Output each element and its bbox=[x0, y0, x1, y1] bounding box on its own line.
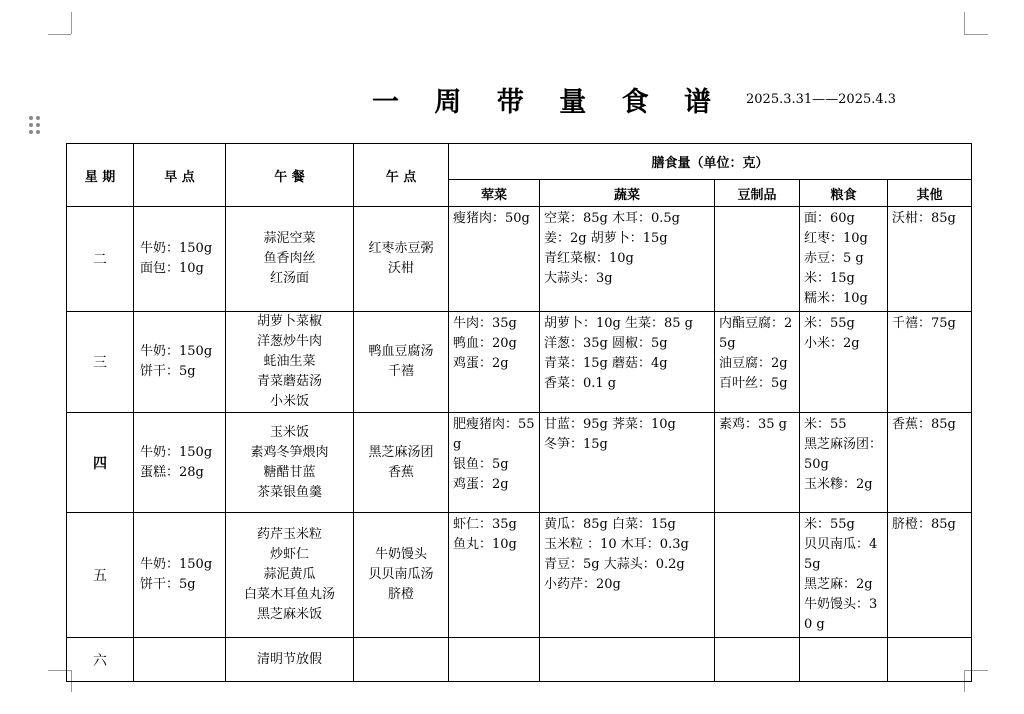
breakfast-item: 牛奶：150g bbox=[140, 444, 213, 460]
grain-cell bbox=[800, 638, 888, 682]
meat-item: 鸡蛋：2g bbox=[453, 477, 509, 492]
grain-item: 米：15g bbox=[804, 271, 855, 286]
veg-cell bbox=[540, 207, 715, 312]
breakfast-cell bbox=[134, 513, 226, 638]
breakfast-cell bbox=[134, 312, 226, 413]
soy-cell bbox=[715, 312, 800, 413]
grain-item: 红枣：10g bbox=[804, 231, 868, 246]
grain-cell bbox=[800, 207, 888, 312]
meat-item: 鸭血：20g bbox=[453, 336, 517, 351]
snack-item: 红枣赤豆粥 bbox=[368, 241, 434, 256]
other-item: 香蕉：85g bbox=[892, 417, 956, 432]
lunch-item: 青菜蘑菇汤 bbox=[256, 374, 322, 389]
grain-item: 面：60g bbox=[804, 211, 855, 226]
other-cell bbox=[888, 513, 972, 638]
lunch-item: 糖醋甘蓝 bbox=[263, 464, 316, 480]
crop-mark-top-right-horizontal bbox=[964, 34, 988, 35]
soy-item: 油豆腐：2g bbox=[719, 356, 788, 371]
breakfast-cell bbox=[134, 638, 226, 682]
meat-cell bbox=[449, 638, 540, 682]
snack-item: 沃柑 bbox=[387, 261, 414, 276]
lunch-item: 红汤面 bbox=[269, 271, 309, 286]
grain-item: 贝贝南瓜：45g bbox=[804, 537, 878, 572]
lunch-item: 蚝油生菜 bbox=[263, 354, 316, 369]
veg-cell bbox=[540, 312, 715, 413]
veg-item: 甘蓝：95g 荠菜：10g bbox=[544, 417, 676, 432]
lunch-cell bbox=[226, 513, 354, 638]
meat-item: 银鱼：5g bbox=[453, 457, 509, 472]
header-other: 其他 bbox=[888, 180, 972, 207]
veg-item: 冬笋：15g bbox=[544, 437, 608, 452]
table-row bbox=[67, 513, 972, 638]
day-cell: 五 bbox=[67, 513, 134, 638]
table-move-handle-icon[interactable] bbox=[29, 116, 41, 136]
page-title: 一 周 带 量 食 谱 bbox=[372, 87, 724, 118]
crop-mark-top-left-vertical bbox=[71, 12, 72, 34]
table-row bbox=[67, 413, 972, 513]
soy-cell bbox=[715, 207, 800, 312]
day-cell: 二 bbox=[67, 207, 134, 312]
grain-item: 小米：2g bbox=[804, 336, 860, 351]
meat-item: 牛肉：35g bbox=[453, 316, 517, 331]
snack-item: 黑芝麻汤团 bbox=[368, 444, 434, 460]
breakfast-item: 牛奶：150g bbox=[140, 241, 213, 256]
other-cell bbox=[888, 207, 972, 312]
snack-item: 贝贝南瓜汤 bbox=[368, 567, 434, 582]
crop-mark-top-left-horizontal bbox=[48, 34, 71, 35]
grain-cell bbox=[800, 312, 888, 413]
grain-item: 糯米：10g bbox=[804, 291, 868, 306]
snack-cell bbox=[354, 638, 449, 682]
grain-cell bbox=[800, 413, 888, 513]
day-cell: 六 bbox=[67, 638, 134, 682]
header-intake: 膳食量（单位：克） bbox=[449, 144, 972, 180]
veg-item: 大蒜头：3g bbox=[544, 271, 613, 286]
snack-item: 鸭血豆腐汤 bbox=[368, 344, 434, 359]
soy-cell bbox=[715, 513, 800, 638]
other-item: 沃柑：85g bbox=[892, 211, 956, 226]
snack-cell bbox=[354, 413, 449, 513]
other-cell bbox=[888, 638, 972, 682]
other-item: 千禧：75g bbox=[892, 316, 956, 331]
meat-cell bbox=[449, 513, 540, 638]
veg-item: 玉米粒 ：10 木耳：0.3g bbox=[544, 537, 689, 552]
breakfast-cell bbox=[134, 207, 226, 312]
other-cell bbox=[888, 312, 972, 413]
veg-cell bbox=[540, 638, 715, 682]
grain-cell bbox=[800, 513, 888, 638]
lunch-item: 胡萝卜菜椒 bbox=[256, 314, 322, 329]
lunch-cell bbox=[226, 312, 354, 413]
veg-item: 黄瓜：85g 白菜：15g bbox=[544, 517, 676, 532]
meat-cell bbox=[449, 413, 540, 513]
breakfast-item: 面包：10g bbox=[140, 261, 204, 276]
lunch-item: 药芹玉米粒 bbox=[256, 527, 322, 542]
other-cell bbox=[888, 413, 972, 513]
header-lunch: 午 餐 bbox=[226, 144, 354, 207]
grain-item: 牛奶馒头：30 g bbox=[804, 597, 878, 632]
meat-cell bbox=[449, 207, 540, 312]
breakfast-item: 牛奶：150g bbox=[140, 557, 213, 572]
grain-item: 黑芝麻：2g bbox=[804, 577, 873, 592]
lunch-item: 茶菜银鱼羹 bbox=[256, 484, 322, 500]
veg-item: 洋葱：35g 圆椒：5g bbox=[544, 336, 668, 351]
lunch-item: 玉米饭 bbox=[269, 424, 309, 440]
lunch-item: 素鸡冬笋煨肉 bbox=[250, 444, 329, 460]
veg-cell bbox=[540, 413, 715, 513]
veg-item: 姜：2g 胡萝卜：15g bbox=[544, 231, 668, 246]
header-snack: 午 点 bbox=[354, 144, 449, 207]
lunch-item: 小米饭 bbox=[269, 394, 309, 409]
breakfast-item: 牛奶：150g bbox=[140, 344, 213, 359]
snack-item: 牛奶馒头 bbox=[374, 547, 427, 562]
grain-item: 米：55g bbox=[804, 316, 855, 331]
veg-cell bbox=[540, 513, 715, 638]
date-range: 2025.3.31——2025.4.3 bbox=[746, 92, 897, 107]
veg-item: 青豆：5g 大蒜头：0.2g bbox=[544, 557, 685, 572]
grain-item: 米：55g bbox=[804, 517, 855, 532]
grain-item: 玉米糁：2g bbox=[804, 477, 873, 492]
veg-item: 香菜：0.1 g bbox=[544, 376, 617, 391]
lunch-item: 蒜泥黄瓜 bbox=[263, 567, 316, 582]
soy-cell bbox=[715, 413, 800, 513]
crop-mark-top-right-vertical bbox=[964, 12, 965, 34]
meat-cell bbox=[449, 312, 540, 413]
header-grain: 粮食 bbox=[800, 180, 888, 207]
meat-item: 虾仁：35g bbox=[453, 517, 517, 532]
lunch-cell bbox=[226, 413, 354, 513]
breakfast-cell bbox=[134, 413, 226, 513]
header-soy: 豆制品 bbox=[715, 180, 800, 207]
veg-item: 空菜：85g 木耳：0.5g bbox=[544, 211, 680, 226]
weekly-menu-table bbox=[66, 143, 972, 682]
lunch-cell bbox=[226, 207, 354, 312]
breakfast-item: 饼干：5g bbox=[140, 577, 196, 592]
day-cell: 四 bbox=[67, 413, 134, 513]
snack-item: 香蕉 bbox=[387, 464, 414, 480]
day-cell: 三 bbox=[67, 312, 134, 413]
lunch-item: 洋葱炒牛肉 bbox=[256, 334, 322, 349]
meat-item: 瘦猪肉：50g bbox=[453, 211, 530, 226]
table-row bbox=[67, 312, 972, 413]
grain-item: 黑芝麻汤团：50g bbox=[804, 437, 883, 472]
table-row bbox=[67, 207, 972, 312]
soy-item: 内酯豆腐：25g bbox=[719, 316, 793, 351]
lunch-item: 鱼香肉丝 bbox=[263, 251, 316, 266]
veg-item: 胡萝卜：10g 生菜：85 g bbox=[544, 316, 693, 331]
breakfast-item: 蛋糕：28g bbox=[140, 464, 204, 480]
veg-item: 青红菜椒：10g bbox=[544, 251, 634, 266]
snack-cell bbox=[354, 513, 449, 638]
grain-item: 赤豆：5 g bbox=[804, 251, 864, 266]
lunch-item: 炒虾仁 bbox=[269, 547, 309, 562]
soy-item: 百叶丝：5g bbox=[719, 376, 788, 391]
lunch-item: 清明节放假 bbox=[256, 651, 322, 667]
lunch-cell bbox=[226, 638, 354, 682]
lunch-item: 白菜木耳鱼丸汤 bbox=[243, 587, 335, 602]
veg-item: 青菜：15g 蘑菇：4g bbox=[544, 356, 668, 371]
header-breakfast: 早 点 bbox=[134, 144, 226, 207]
breakfast-item: 饼干：5g bbox=[140, 364, 196, 379]
header-meat: 荤菜 bbox=[449, 180, 540, 207]
header-veg: 蔬菜 bbox=[540, 180, 715, 207]
snack-cell bbox=[354, 207, 449, 312]
snack-item: 脐橙 bbox=[387, 587, 414, 602]
lunch-item: 蒜泥空菜 bbox=[263, 231, 316, 246]
snack-item: 千禧 bbox=[387, 364, 414, 379]
veg-item: 小药芹：20g bbox=[544, 577, 621, 592]
grain-item: 米：55 bbox=[804, 417, 847, 432]
meat-item: 鱼丸：10g bbox=[453, 537, 517, 552]
meat-item: 鸡蛋：2g bbox=[453, 356, 509, 371]
header-row bbox=[67, 144, 972, 180]
soy-item: 素鸡：35 g bbox=[719, 417, 787, 432]
table-row bbox=[67, 638, 972, 682]
soy-cell bbox=[715, 638, 800, 682]
snack-cell bbox=[354, 312, 449, 413]
meat-item: 肥瘦猪肉：55g bbox=[453, 417, 535, 452]
header-day: 星 期 bbox=[67, 144, 134, 207]
lunch-item: 黑芝麻米饭 bbox=[256, 607, 322, 622]
other-item: 脐橙：85g bbox=[892, 517, 956, 532]
